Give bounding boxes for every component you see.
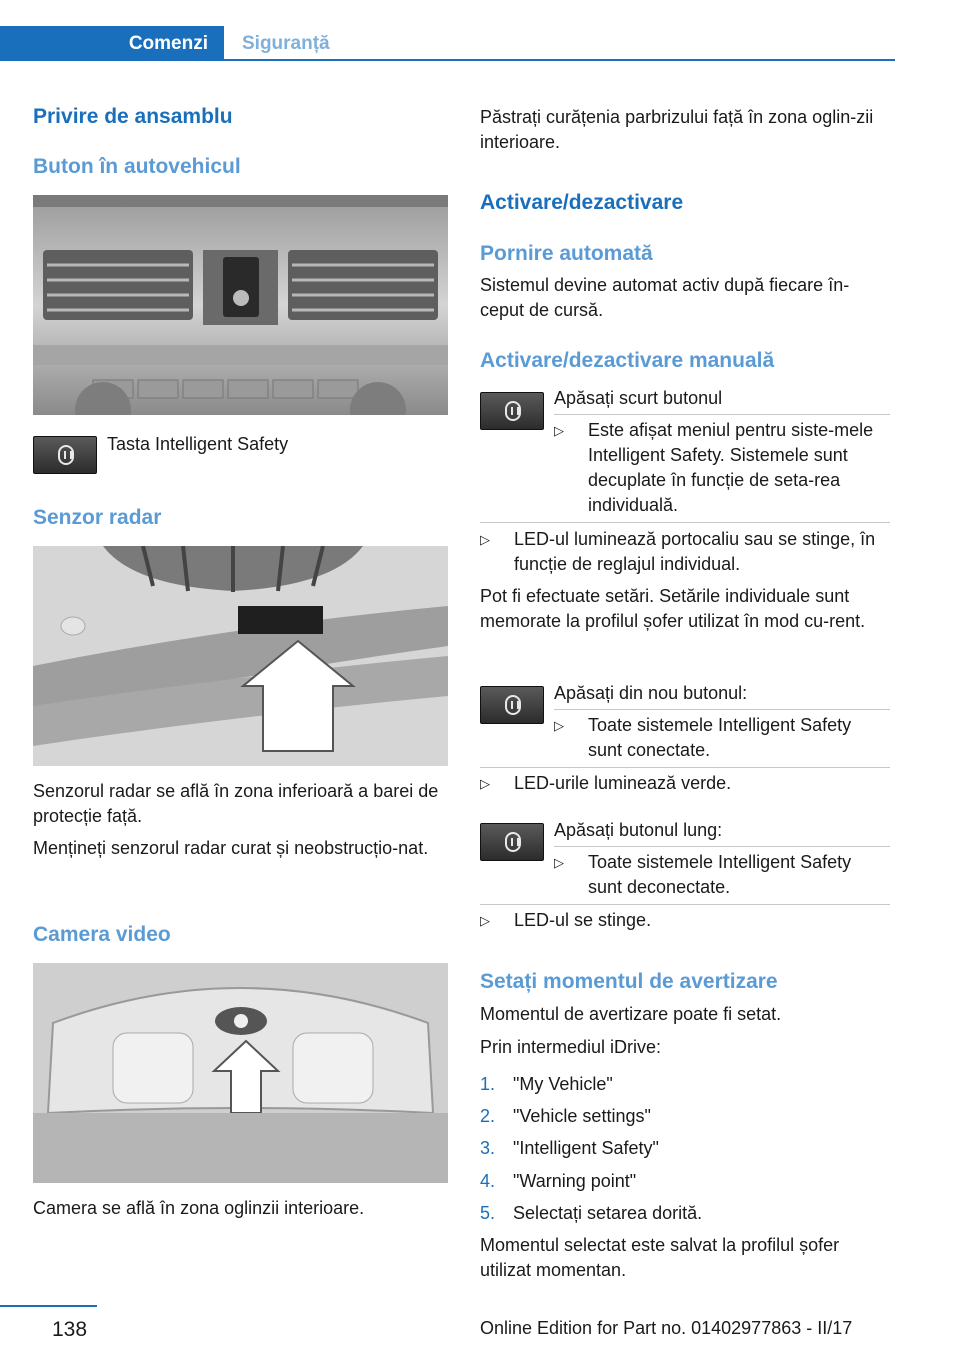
manual-title: Activare/dezactivare manuală xyxy=(480,349,775,372)
final-paragraph: Momentul selectat este salvat la profilul șofer utilizat momentan. xyxy=(480,1235,840,1280)
settings-paragraph: Pot fi efectuate setări. Setările individuale sunt memorate la profilul șofer utilizat în mod cu‐rent. xyxy=(480,586,866,631)
separator xyxy=(480,904,890,905)
button-icon-short xyxy=(480,392,544,430)
separator xyxy=(554,846,890,847)
auto-start-title: Pornire automată xyxy=(480,242,653,265)
edition-text: Online Edition for Part no. 01402977863 - II/17 xyxy=(480,1318,853,1338)
tab-siguranta[interactable]: Siguranță xyxy=(242,33,330,54)
bullet-item: ▷ LED-ul se stinge. xyxy=(480,910,652,930)
warning-paragraph-2: Prin intermediul iDrive: xyxy=(480,1037,662,1057)
footer-line xyxy=(0,1305,97,1307)
header-bar xyxy=(0,26,895,62)
button-caption: Tasta Intelligent Safety xyxy=(107,434,289,454)
warning-paragraph-1: Momentul de avertizare poate fi setat. xyxy=(480,1004,782,1024)
press-long-text: Apăsați butonul lung: xyxy=(554,820,723,840)
button-icon-long xyxy=(480,823,544,861)
press-again-text: Apăsați din nou butonul: xyxy=(554,683,748,703)
section-title: Privire de ansamblu xyxy=(33,105,233,128)
dashboard-image xyxy=(33,195,448,415)
intelligent-safety-button-icon xyxy=(33,436,97,474)
radar-paragraph-1: Senzorul radar se află în zona inferioară a barei de protecție față. xyxy=(33,781,439,826)
camera-image xyxy=(33,963,448,1183)
subsection-button: Buton în autovehicul xyxy=(33,155,241,178)
separator xyxy=(480,522,890,523)
camera-title: Camera video xyxy=(33,923,171,946)
separator xyxy=(554,414,890,415)
page-number: 138 xyxy=(52,1318,88,1341)
auto-start-paragraph: Sistemul devine automat activ după fiecare în‐ceput de cursă. xyxy=(480,275,850,320)
radar-sensor-image xyxy=(33,546,448,766)
bullet-item: ▷ Toate sistemele Intelligent Safety sunt conectate. xyxy=(554,715,852,760)
bullet-item: ▷ LED-ul luminează portocaliu sau se stinge, în funcție de reglajul individual. xyxy=(480,529,876,574)
header-line xyxy=(0,59,895,61)
separator xyxy=(480,767,890,768)
radar-title: Senzor radar xyxy=(33,506,162,529)
tab-comenzi[interactable]: Comenzi xyxy=(0,26,224,61)
warning-title: Setați momentul de avertizare xyxy=(480,970,778,993)
bullet-item: ▷ Este afișat meniul pentru siste‐mele Intelligent Safety. Sistemele sunt decuplate în funcție de seta‐rea individuală. xyxy=(554,420,874,515)
radar-paragraph-2: Mențineți senzorul radar curat și neobstrucțio‐nat. xyxy=(33,838,429,858)
activation-title: Activare/dezactivare xyxy=(480,191,684,214)
bullet-item: ▷ LED-urile luminează verde. xyxy=(480,773,732,793)
separator xyxy=(554,709,890,710)
intro-paragraph: Păstrați curățenia parbrizului față în zona oglin‐zii interioare. xyxy=(480,107,874,152)
bullet-item: ▷ Toate sistemele Intelligent Safety sunt deconectate. xyxy=(554,852,852,897)
press-short-text: Apăsați scurt butonul xyxy=(554,388,723,408)
camera-paragraph: Camera se află în zona oglinzii interioare. xyxy=(33,1198,365,1218)
button-icon-again xyxy=(480,686,544,724)
